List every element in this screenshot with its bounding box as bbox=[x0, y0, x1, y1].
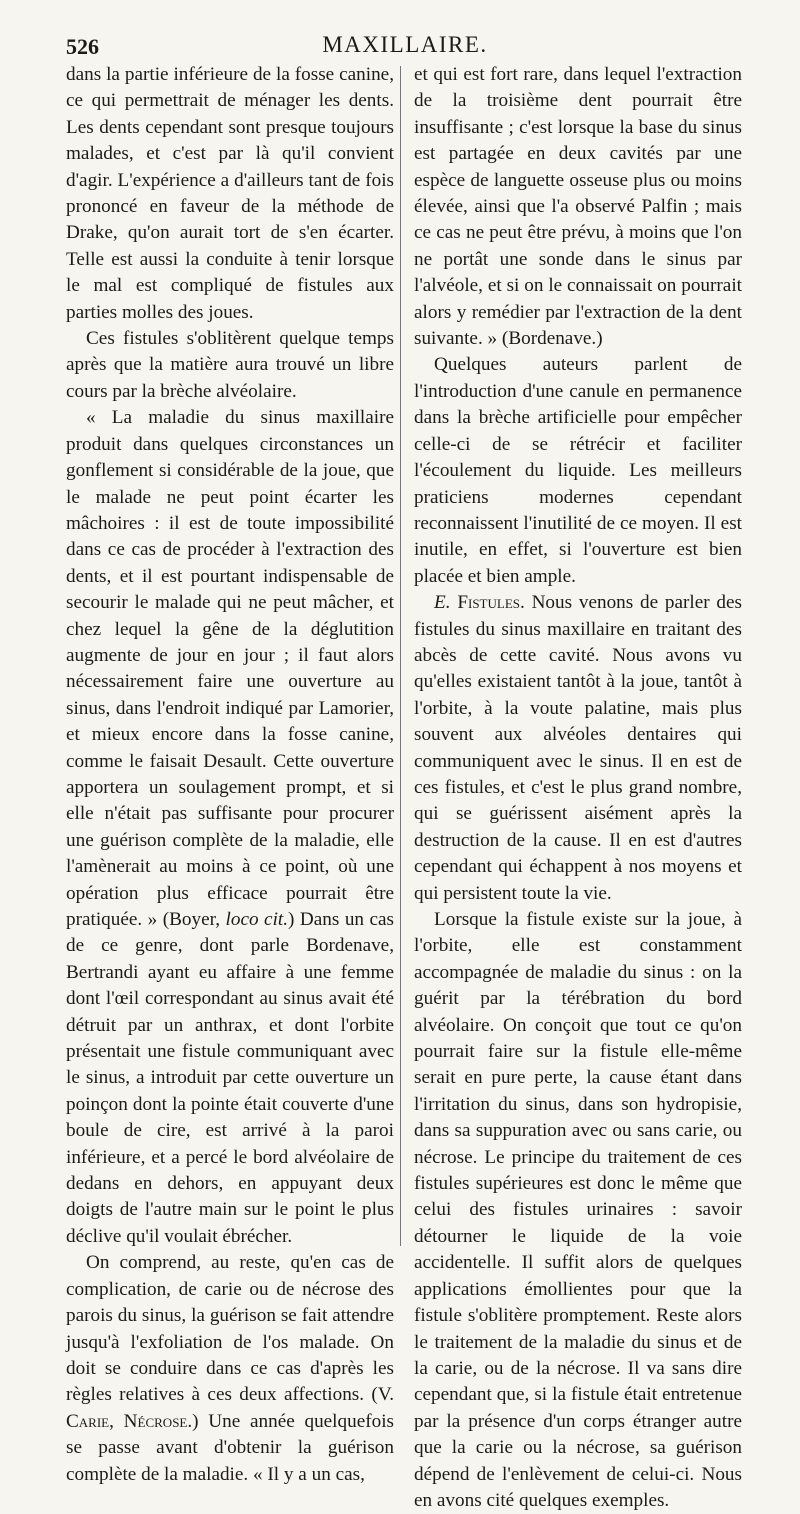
paragraph-quote-boyer bbox=[66, 405, 394, 1250]
paragraph: Lorsque la fistule existe sur la joue, à l'orbite, elle est constamment accompagnée de maladie du sinus : on la guérit par la térébration du bord alvéolaire. On conçoit que tout ce qu'on pourrait faire sur la fistule elle-même serait en pure perte, la cause étant dans l'irritation du sinus, dans son hydropisie, dans sa suppuration avec ou sans carie, ou nécrose. Le principe du traitement de ces fistules supérieures est donc le même que celui des fistules urinaires : savoir détourner le liquide de la voie accidentelle. Il suffit alors de quelques applications émollientes pour que la fistule s'oblitère promptement. Reste alors le traitement de la maladie du sinus et de la carie, ou de la nécrose. Il va sans dire cependant que, si la fistule était entretenue par la présence d'un corps étranger autre que la carie ou la nécrose, sa guérison dépend de l'enlèvement de celui-ci. Nous en avons cité quelques exemples. bbox=[414, 909, 742, 1511]
cross-reference: V. Carie, Nécrose. bbox=[66, 1384, 394, 1432]
page-header bbox=[66, 32, 744, 60]
paragraph: dans la partie inférieure de la fosse canine, ce qui permettrait de ménager les dents. Les dents cependant sont presque toujours malades, et c'est par là qu'il convient d'agir. L'expérience a d'ailleurs tant de fois prononcé en faveur de la méthode de Drake, qu'on aurait tort de s'en écarter. Telle est aussi la conduite à tenir lorsque le mal est compliqué de fistules aux parties molles des joues. bbox=[66, 64, 394, 323]
column-divider bbox=[400, 66, 401, 1246]
section-fistules bbox=[414, 590, 742, 907]
paragraph bbox=[66, 1250, 394, 1488]
paragraph: et qui est fort rare, dans lequel l'extraction de la troisième dent pourrait être insuffisante ; c'est lorsque la base du sinus est partagée en deux cavités par une espèce de languette osseuse plus ou moins élevée, ainsi que l'a observé Palfin ; mais ce cas ne peut être prévu, à moins que l'on ne portât une sonde dans le sinus par l'alvéole, et si on le connaissait on pourrait alors y remédier par l'extraction de la dent suivante. » (Bordenave.) bbox=[414, 64, 742, 350]
running-head: MAXILLAIRE. bbox=[322, 32, 488, 57]
paragraph-text: Nous venons de parler des fistules du sinus maxillaire en traitant des abcès de cette cavité. Nous avons vu qu'elles existaient tantôt à la joue, tantôt à l'orbite, à la voute palatine, mais plus souvent aux alvéoles dentaires qui communiquent avec le sinus. Il en est de ces fistules, et c'est le plus grand nombre, qui se guérissent aisément après la destruction de la cause. Il en est d'autres cependant qui échappent à nos moyens et qui persistent toute la vie. bbox=[414, 592, 743, 904]
page-number: 526 bbox=[66, 34, 99, 59]
section-heading: Fistules. bbox=[457, 592, 525, 614]
right-column bbox=[414, 62, 742, 1514]
paragraph: Ces fistules s'oblitèrent quelque temps après que la matière aura trouvé un libre cours par la brèche alvéolaire. bbox=[66, 328, 394, 402]
citation: loco cit. bbox=[225, 909, 289, 930]
left-column bbox=[66, 62, 394, 1488]
paragraph-text: ) Dans un cas de ce genre, dont parle Bordenave, Bertrandi ayant eu affaire à une femme dont l'œil correspondant au sinus avait été détruit par un anthrax, et dont l'orbite présentait une fistule communiquant avec le sinus, a introduit par cette ouverture un poinçon dont la pointe était couverte d'une boule de cire, est arrivé à la paroi inférieure, et a percé le bord alvéolaire de dedans en dehors, en appuyant deux doigts de l'autre main sur le point le plus déclive qu'il voulait ébrécher. bbox=[66, 909, 394, 1247]
paragraph-text: On comprend, au reste, qu'en cas de complication, de carie ou de nécrose des parois du sinus, la guérison se fait attendre jusqu'à l'exfoliation de l'os malade. On doit se conduire dans ce cas d'après les règles relatives à ces deux affections. ( bbox=[66, 1252, 394, 1406]
section-label: E. bbox=[434, 592, 451, 614]
paragraph-text: « La maladie du sinus maxillaire produit dans quelques circonstances un gonflement si considérable de la joue, que le malade ne peut point écarter les mâchoires : il est de toute impossibilité dans ce cas de procéder à l'extraction des dents, et il est pourtant indispensable de secourir le malade qui ne peut mâcher, et chez lequel la gêne de la déglutition augmente de jour en jour ; il faut alors nécessairement faire une ouverture au sinus, dans l'endroit indiqué par Lamorier, et mieux encore dans la fosse canine, comme le faisait Desault. Cette ouverture apportera un soulagement prompt, et si elle n'était pas suffisante pour procurer une guérison complète de la maladie, elle l'amènerait au moins à ce point, où une opération plus efficace pourrait être pratiquée. » (Boyer, bbox=[66, 407, 394, 930]
paragraph-text: ) Une année quelquefois se passe avant d'obtenir la guérison complète de la maladie. « Il y a un cas, bbox=[66, 1410, 394, 1485]
paragraph: Quelques auteurs parlent de l'introduction d'une canule en permanence dans la brèche artificielle pour empêcher celle-ci de se rétrécir et faciliter l'écoulement du liquide. Les meilleurs praticiens modernes cependant reconnaissent l'inutilité de ce moyen. Il est inutile, en effet, si l'ouverture est bien placée et bien ample. bbox=[414, 354, 742, 587]
